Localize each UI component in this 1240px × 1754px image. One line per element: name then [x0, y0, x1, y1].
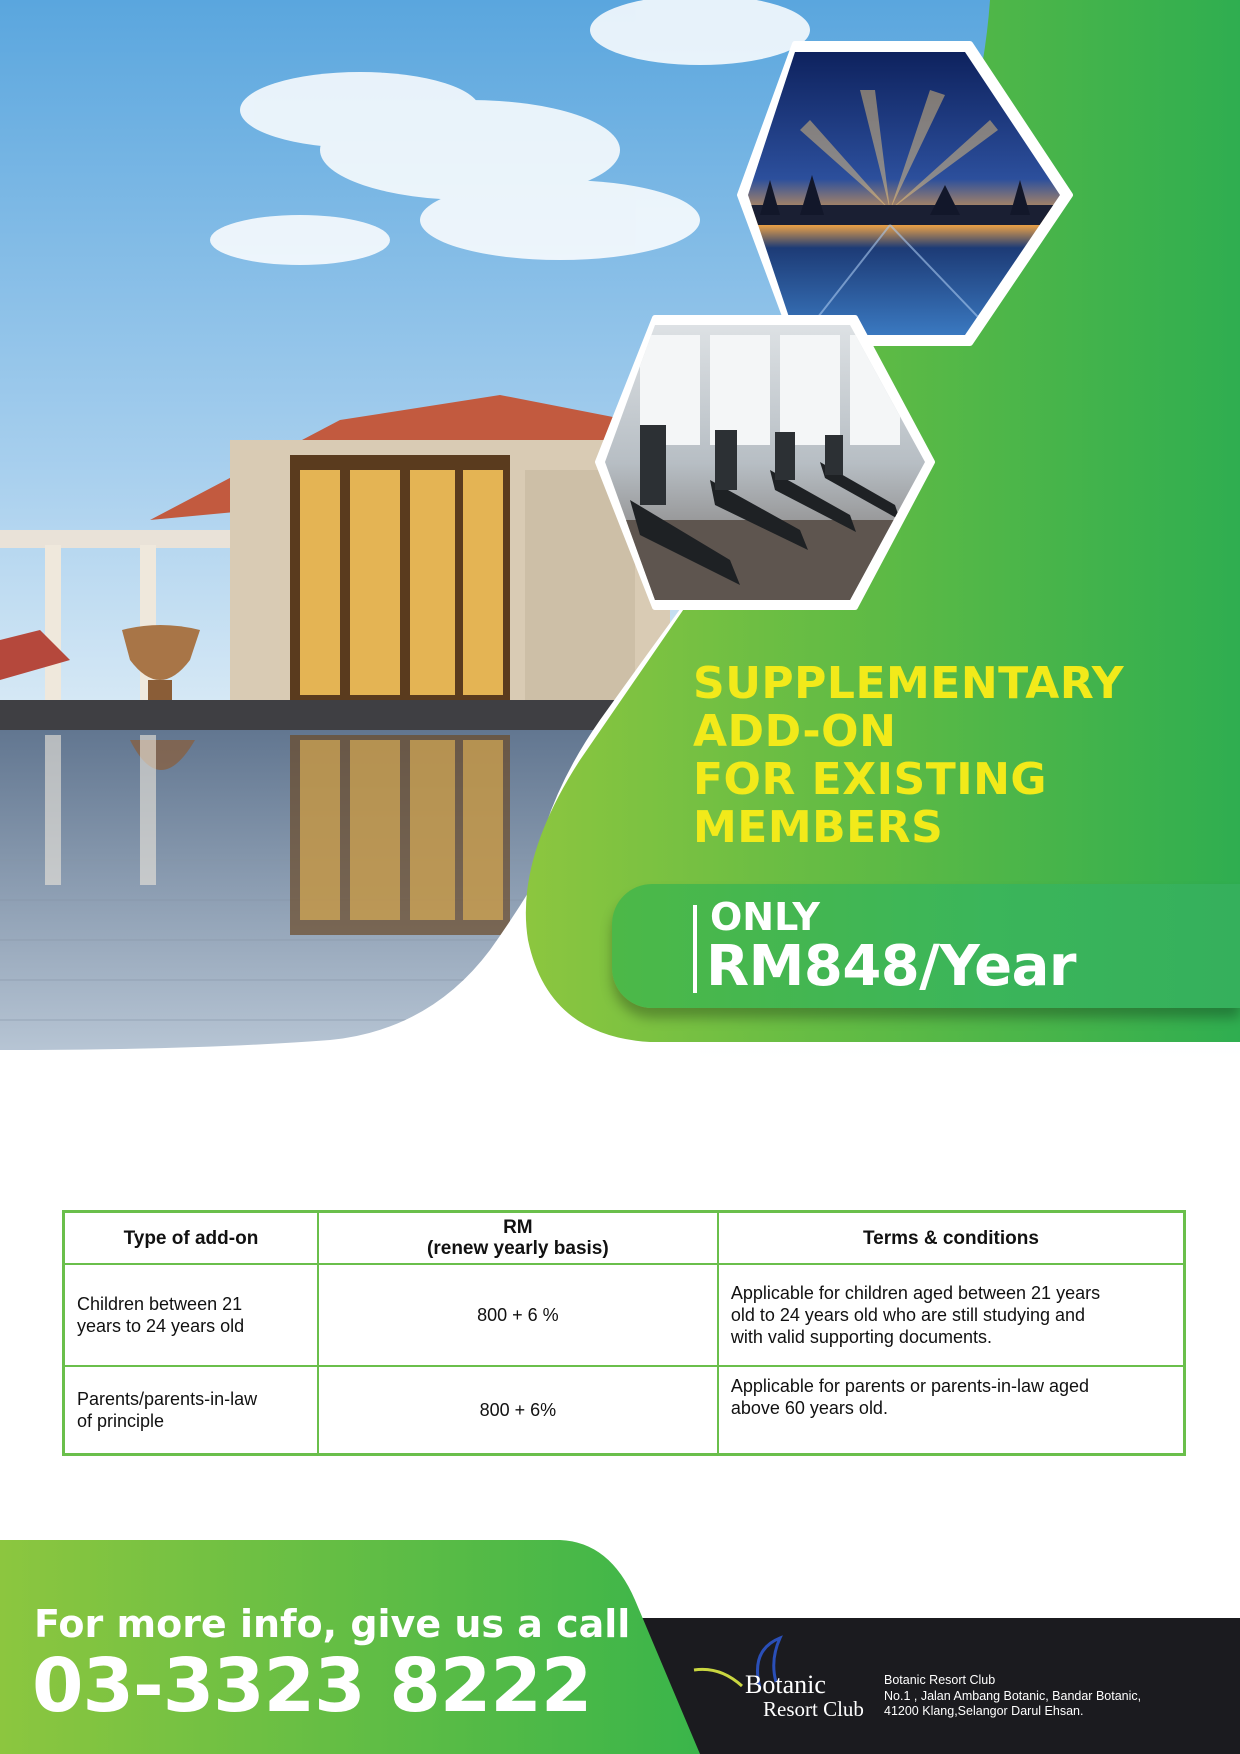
- row2-terms-line1: Applicable for parents or parents-in-law aged: [730, 1376, 1090, 1396]
- row2-terms-line2: above 60 years old.: [730, 1398, 888, 1418]
- table-row: [64, 1264, 1185, 1366]
- row1-type-line1: Children between 21: [77, 1294, 243, 1314]
- address-line-1: Botanic Resort Club: [884, 1673, 996, 1687]
- address-line-3: 41200 Klang,Selangor Darul Ehsan.: [884, 1704, 1084, 1718]
- club-address: [884, 1673, 1141, 1720]
- row2-terms: [718, 1366, 1185, 1455]
- row1-terms: [718, 1264, 1185, 1366]
- row2-rm: 800 + 6%: [318, 1366, 718, 1455]
- price-prefix: ONLY: [710, 895, 820, 939]
- phone-number[interactable]: 03-3323 8222: [32, 1643, 592, 1729]
- headline-line-3: FOR EXISTING: [693, 754, 1048, 805]
- row1-terms-line1: Applicable for children aged between 21 years: [730, 1283, 1101, 1303]
- row1-rm: 800 + 6 %: [318, 1264, 718, 1366]
- cta-label: For more info, give us a call: [34, 1602, 631, 1646]
- price-divider: [693, 905, 697, 993]
- promo-headline: [693, 660, 1213, 852]
- row1-type: [64, 1264, 318, 1366]
- header-rm-line2: (renew yearly basis): [427, 1238, 609, 1259]
- headline-line-4: MEMBERS: [693, 802, 944, 853]
- row2-type-line1: Parents/parents-in-law: [77, 1389, 258, 1409]
- table-header-row: [64, 1212, 1185, 1265]
- row1-terms-line2: old to 24 years old who are still studying and: [730, 1305, 1086, 1325]
- headline-line-2: ADD-ON: [693, 706, 897, 757]
- header-terms: Terms & conditions: [718, 1212, 1185, 1265]
- address-line-2: No.1 , Jalan Ambang Botanic, Bandar Botanic,: [884, 1688, 1142, 1703]
- table-row: [64, 1366, 1185, 1455]
- row1-terms-line3: with valid supporting documents.: [730, 1327, 992, 1347]
- header-rm: [318, 1212, 718, 1265]
- row2-type: [64, 1366, 318, 1455]
- price-amount: RM848/Year: [706, 934, 1076, 999]
- header-rm-line1: RM: [503, 1217, 533, 1238]
- logo-text-resort-club: Resort Club: [763, 1697, 864, 1721]
- header-type: Type of add-on: [64, 1212, 318, 1265]
- logo-text-botanic: Botanic: [745, 1670, 826, 1699]
- headline-line-1: SUPPLEMENTARY: [693, 658, 1125, 709]
- row2-type-line2: of principle: [77, 1411, 165, 1431]
- addon-table: [62, 1210, 1186, 1456]
- row1-type-line2: years to 24 years old: [77, 1316, 245, 1336]
